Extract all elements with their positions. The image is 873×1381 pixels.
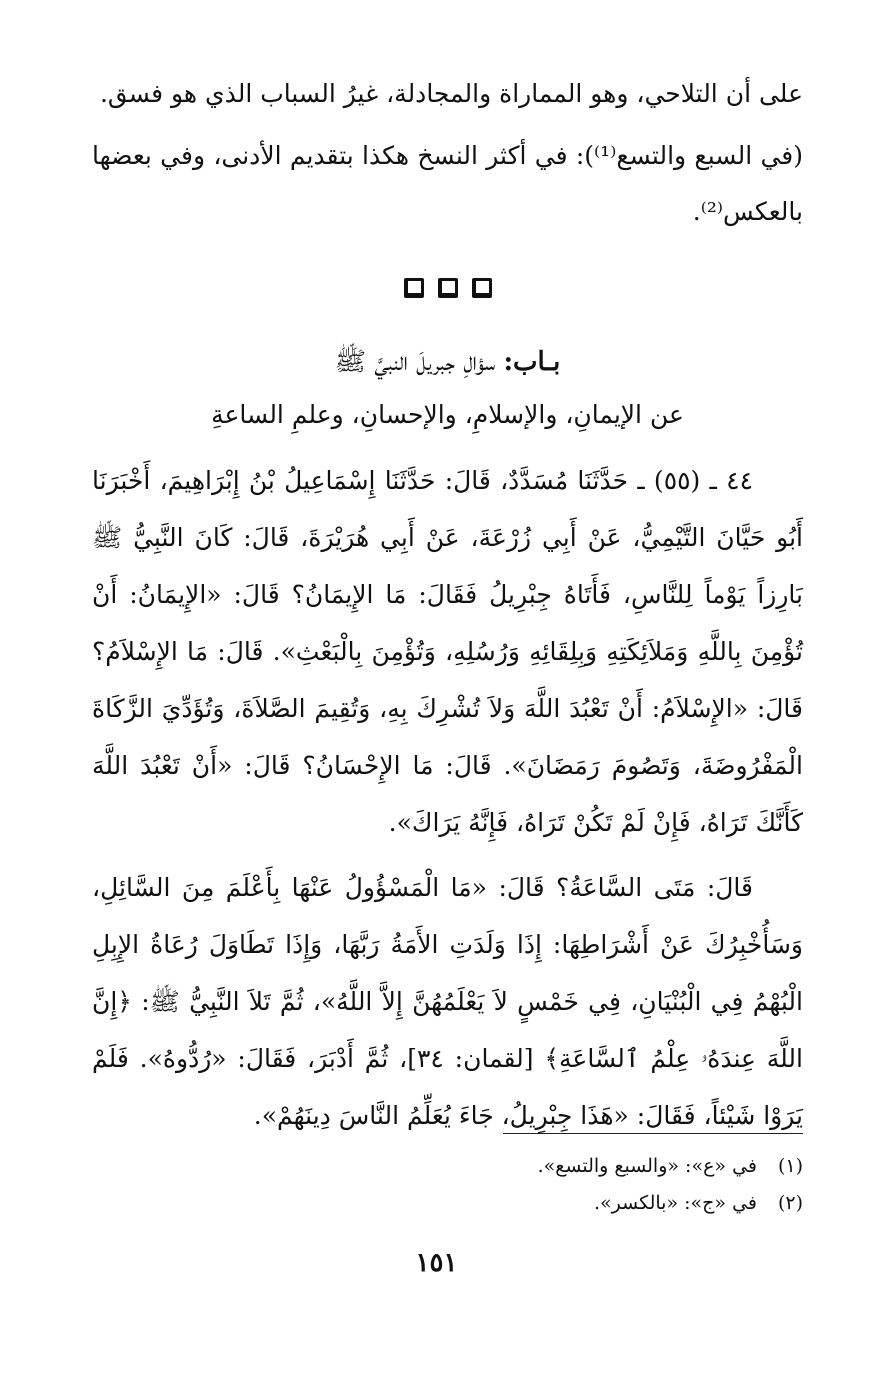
section-separator (92, 240, 803, 336)
footnote-number: (٢) (777, 1192, 803, 1214)
footnote-text: في «ج»: «بالكسر». (594, 1192, 757, 1214)
footnote-item (92, 1185, 803, 1222)
page-number: ١٥١ (415, 1248, 458, 1278)
page-body (92, 66, 803, 1144)
separator-square-icon (472, 278, 492, 298)
footnote-divider (503, 1133, 803, 1134)
separator-square-icon (438, 278, 458, 298)
chapter-keyword: بـاب: (503, 347, 561, 377)
chapter-title: سؤالِ جبريلَ النبيَّ ﷺ (334, 347, 496, 377)
chapter-heading (92, 336, 803, 388)
intro-paragraph: على أن التلاحي، وهو المماراة والمجادلة، غيرُ السباب الذي هو فسق. (99, 79, 803, 108)
footnotes (92, 1148, 803, 1222)
chapter-subtitle: عن الإيمانِ، والإسلامِ، والإحسانِ، وعلمِ الساعةِ (211, 400, 684, 429)
hadith-text-part1: ٤٤ ـ (٥٥) ـ حَدَّثَنَا مُسَدَّدٌ، قَالَ: حَدَّثَنَا إِسْمَاعِيلُ بْنُ إِبْرَاهِيمَ، أَخْبَرَنَا أَبُو حَيَّانَ التَّيْمِيُّ، عَنْ أَبِي زُرْعَةَ، عَنْ أَبِي هُرَيْرَةَ، قَالَ: كَانَ النَّبِيُّ ﷺ بَارِزاً يَوْماً لِلنَّاسِ، فَأَتَاهُ جِبْرِيلُ فَقَالَ: مَا الإِيمَانُ؟ قَالَ: «الإِيمَانُ: أَنْ تُؤْمِنَ بِاللَّهِ وَمَلاَئِكَتِهِ وَبِلِقَائِهِ وَرُسُلِهِ، وَتُؤْمِنَ بِالْبَعْثِ». قَالَ: مَا الإِسْلاَمُ؟ قَالَ: «الإِسْلاَمُ: أَنْ تَعْبُدَ اللَّهَ وَلاَ تُشْرِكَ بِهِ، وَتُقِيمَ الصَّلاَةَ، وَتُؤَدِّيَ الزَّكَاةَ الْمَفْرُوضَةَ، وَتَصُومَ رَمَضَانَ». قَالَ: مَا الإِحْسَانُ؟ قَالَ: «أَنْ تَعْبُدَ اللَّهَ كَأَنَّكَ تَرَاهُ، فَإِنْ لَمْ تَكُنْ تَرَاهُ، فَإِنَّهُ يَرَاكَ». (92, 466, 803, 837)
separator-square-icon (404, 278, 424, 298)
footnote-item (92, 1148, 803, 1185)
hadith-text-part2: قَالَ: مَتَى السَّاعَةُ؟ قَالَ: «مَا الْمَسْؤُولُ عَنْهَا بِأَعْلَمَ مِنَ السَّائِلِ، وَسَأُخْبِرُكَ عَنْ أَشْرَاطِهَا: إِذَا وَلَدَتِ الأَمَةُ رَبَّهَا، وَإِذَا تَطَاوَلَ رُعَاةُ الإِبِلِ الْبُهْمُ فِي الْبُنْيَانِ، فِي خَمْسٍ لاَ يَعْلَمُهُنَّ إِلاَّ اللَّهُ»، ثُمَّ تَلاَ النَّبِيُّ ﷺ: ﴿إِنَّ اللَّهَ عِندَهُۥ عِلْمُ ٱلسَّاعَةِ﴾ [لقمان: ٣٤]، ثُمَّ أَدْبَرَ، فَقَالَ: «رُدُّوهُ». فَلَمْ يَرَوْا شَيْئاً، فَقَالَ: «هَذَا جِبْرِيلُ، جَاءَ يُعَلِّمُ النَّاسَ دِينَهُمْ». (92, 873, 803, 1130)
footnote-text: في «ع»: «والسبع والتسع». (537, 1155, 757, 1177)
footnote-number: (١) (777, 1155, 803, 1177)
note-paragraph: (في السبع والتسع⁽¹⁾): في أكثر النسخ هكذا بتقديم الأدنى، وفي بعضها بالعكس⁽²⁾. (92, 141, 803, 226)
